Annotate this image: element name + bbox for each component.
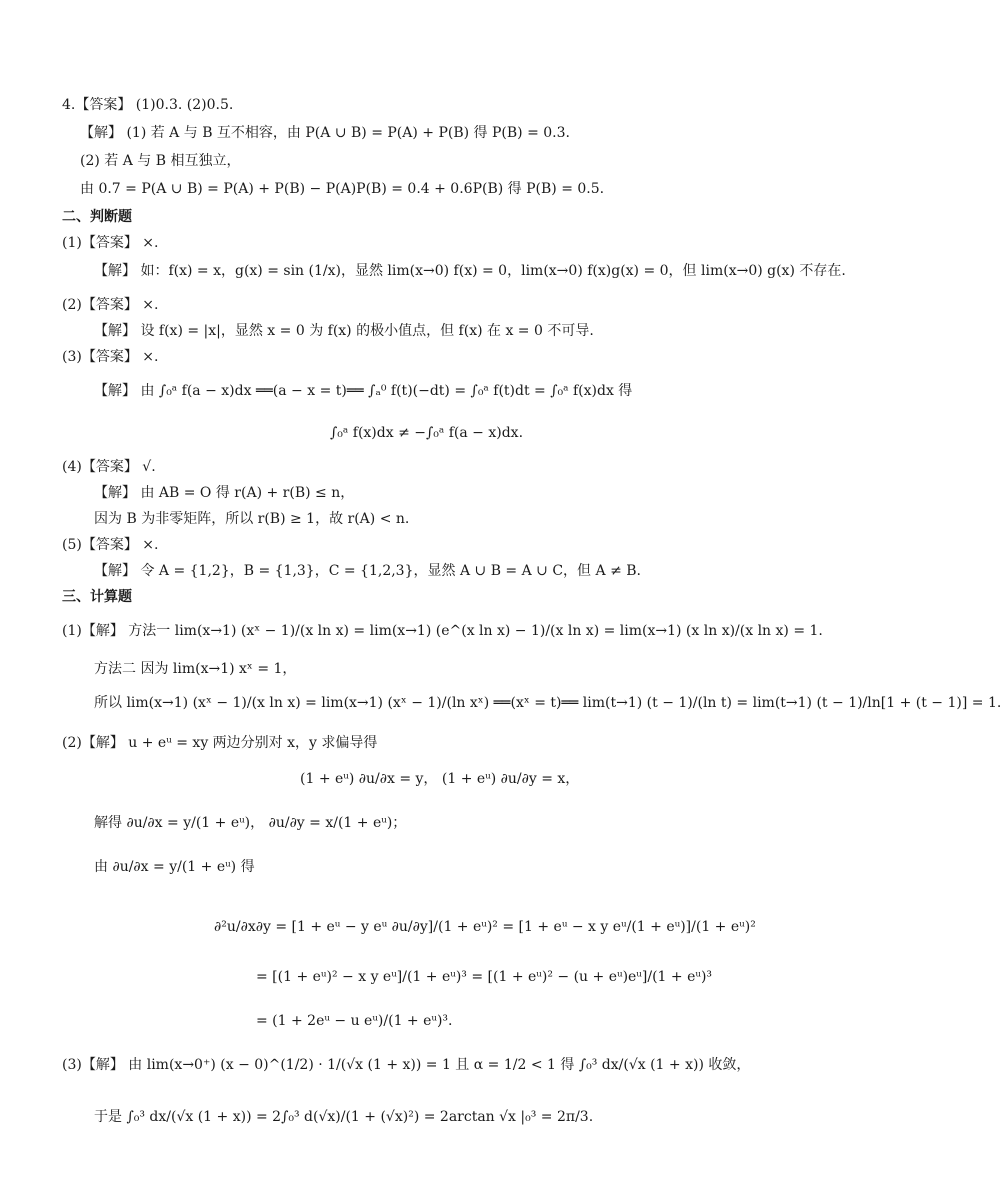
text-line: 【解】 由 ∫₀ᵃ f(a − x)dx ══(a − x = t)══ ∫ₐ⁰ f(t)(−dt) = ∫₀ᵃ f(t)dt = ∫₀ᵃ f(x)dx 得: [94, 383, 633, 399]
text-line: (2)【解】 u + eᵘ = xy 两边分别对 x，y 求偏导得: [62, 735, 378, 751]
text-line: = (1 + 2eᵘ − u eᵘ)/(1 + eᵘ)³.: [256, 1013, 453, 1029]
text-line: 二、判断题: [62, 209, 132, 225]
text-line: (5)【答案】 ×.: [62, 537, 159, 553]
text-line: ∂²u/∂x∂y = [1 + eᵘ − y eᵘ ∂u/∂y]/(1 + eᵘ)² = [1 + eᵘ − x y eᵘ/(1 + eᵘ)]/(1 + eᵘ)²: [214, 919, 756, 935]
text-line: 三、计算题: [62, 589, 132, 605]
text-line: = [(1 + eᵘ)² − x y eᵘ]/(1 + eᵘ)³ = [(1 + eᵘ)² − (u + eᵘ)eᵘ]/(1 + eᵘ)³: [256, 969, 713, 985]
text-line: 于是 ∫₀³ dx/(√x (1 + x)) = 2∫₀³ d(√x)/(1 + (√x)²) = 2arctan √x |₀³ = 2π/3.: [94, 1109, 594, 1125]
text-line: 因为 B 为非零矩阵，所以 r(B) ≥ 1，故 r(A) < n.: [94, 511, 410, 527]
text-line: 【解】 (1) 若 A 与 B 互不相容，由 P(A ∪ B) = P(A) + P(B) 得 P(B) = 0.3.: [80, 125, 570, 141]
text-line: 【解】 由 AB = O 得 r(A) + r(B) ≤ n，: [94, 485, 355, 501]
text-line: 方法二 因为 lim(x→1) xˣ = 1，: [94, 661, 297, 677]
text-line: (1 + eᵘ) ∂u/∂x = y， (1 + eᵘ) ∂u/∂y = x，: [300, 771, 580, 787]
text-line: 4.【答案】 (1)0.3. (2)0.5.: [62, 97, 234, 113]
text-line: 解得 ∂u/∂x = y/(1 + eᵘ)， ∂u/∂y = x/(1 + eᵘ)；: [94, 815, 407, 831]
text-line: (3)【解】 由 lim(x→0⁺) (x − 0)^(1/2) · 1/(√x (1 + x)) = 1 且 α = 1/2 < 1 得 ∫₀³ dx/(√x (1 + x)) 收敛，: [62, 1057, 751, 1073]
text-line: 【解】 设 f(x) = |x|，显然 x = 0 为 f(x) 的极小值点，但 f(x) 在 x = 0 不可导.: [94, 323, 594, 339]
text-line: (1)【解】 方法一 lim(x→1) (xˣ − 1)/(x ln x) = lim(x→1) (e^(x ln x) − 1)/(x ln x) = lim(x→1) (x ln x)/(x ln x) = 1.: [62, 623, 823, 639]
text-line: (3)【答案】 ×.: [62, 349, 159, 365]
text-line: 【解】 如：f(x) = x，g(x) = sin (1/x)，显然 lim(x→0) f(x) = 0，lim(x→0) f(x)g(x) = 0，但 lim(x→0) g(x) 不存在.: [94, 263, 846, 279]
text-line: 由 ∂u/∂x = y/(1 + eᵘ) 得: [94, 859, 255, 875]
text-line: (4)【答案】 √.: [62, 459, 156, 475]
text-line: 【解】 令 A = {1,2}，B = {1,3}，C = {1,2,3}，显然 A ∪ B = A ∪ C，但 A ≠ B.: [94, 563, 641, 579]
text-line: 由 0.7 = P(A ∪ B) = P(A) + P(B) − P(A)P(B) = 0.4 + 0.6P(B) 得 P(B) = 0.5.: [80, 181, 605, 197]
text-line: (1)【答案】 ×.: [62, 235, 159, 251]
text-line: ∫₀ᵃ f(x)dx ≠ −∫₀ᵃ f(a − x)dx.: [330, 425, 524, 441]
text-line: 所以 lim(x→1) (xˣ − 1)/(x ln x) = lim(x→1) (xˣ − 1)/(ln xˣ) ══(xˣ = t)══ lim(t→1) (t − 1)/(ln t) = lim(t→1) (t − 1)/ln[1 + (t − 1)] = 1.: [94, 695, 1001, 711]
text-line: (2)【答案】 ×.: [62, 297, 159, 313]
text-line: (2) 若 A 与 B 相互独立，: [80, 153, 241, 169]
